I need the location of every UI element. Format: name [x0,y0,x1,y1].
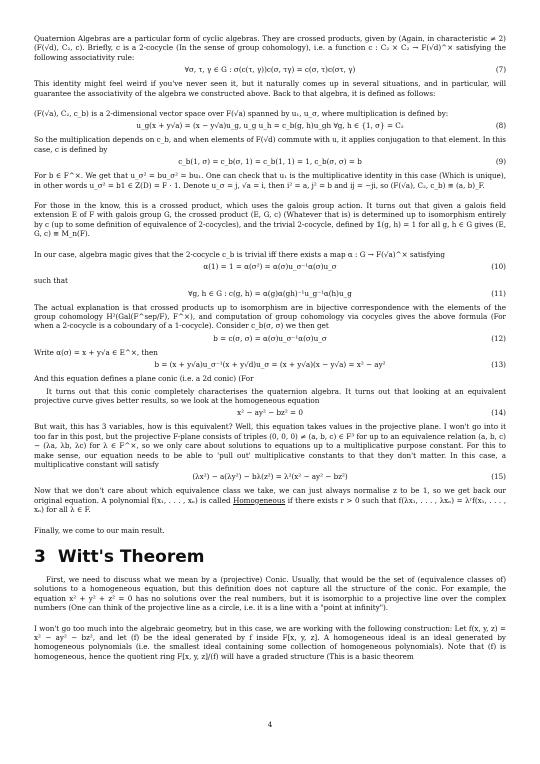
equation-10 [34,262,506,273]
paragraph: It turns out that this conic completely characterises the quaternion algebra. It turns out that looking at an equivalent projective curve gives better results, so we look at the homogeneous equation [34,386,506,405]
paragraph: But wait, this has 3 variables, how is this equivalent? Well, this equation takes values in the projective plane. I won't go into it too far in this post, but the projective F-plane consists of triples (0, 0, 0) ≠ (a, b, c) ∈ F³ for up to an equivalence relation (a, b, c) ∼ (λa, λb, λc) for λ ∈ F^×, so we only care about solutions to equations up to a multiplicative purpose constant. For this to make sense, our equation needs to be able to 'pull out' multiplicative constants to that they don't matter. In this case, a multiplicative constant will satisfy [34,422,506,469]
equation-number: (11) [491,288,506,298]
equation-number: (14) [491,408,506,418]
equation-text: x² − ay² − bz² = 0 [237,408,303,418]
equation-8 [34,121,506,132]
equation-9 [34,157,506,168]
equation-text: b = c(σ, σ) = α(σ)u_σ⁻¹α(σ)u_σ [213,333,327,343]
paragraph [34,486,506,514]
paragraph: For those in the know, this is a crossed product, which uses the galois group action. It turns out that given a galois field extension E of F with galois group G, the crossed product (E, G, c) (Whatever that is) is determined up to isomorphism entirely by c (up to some definition of equivalence of 2-cocycles), and the trivial 2-cocycle, defined by 𝟙(g, h) = 1 for all g, h ∈ G gives (E, G, c) ≅ M_n(F). [34,201,506,239]
paragraph: Write α(σ) = x + y√a ∈ E^×, then [34,347,158,357]
paragraph: Quaternion Algebras are a particular form of cyclic algebras. They are crossed products, given by (Again, in characteristic ≠ 2) (F(√d), C₂, c). Briefly, c is a 2-cocycle (In the sense of group cohomology), i.e. a function c : C₂ × C₂ → F(√d)^× satisfying the following associativity rule: [34,34,506,62]
section-number: 3 [34,547,46,567]
equation-text: α(1) = 1 = α(σ²) = α(σ)u_σ⁻¹α(σ)u_σ [203,262,337,272]
equation-13 [34,360,506,371]
equation-11 [34,289,506,300]
paragraph: The actual explanation is that crossed products up to isomorphism are in bijective correspondence with the elements of the group cohomology H²(Gal(F^sep/F), F^×), and computation of group cohomology via cocycles gives the above formula (For when a 2-cocycle is a coboundary of a 1-cocycle). Consider c_b(σ, σ) we then get [34,302,506,331]
paragraph: In our case, algebra magic gives that the 2-cocycle c_b is trivial iff there exists a map α : G → F(√a)^× satisfying [34,249,445,259]
equation-text: b = (x + y√a)u_σ⁻¹(x + y√d)u_σ = (x + y√a)(x − y√a) = x² − ay² [154,360,386,370]
paragraph: For b ∈ F^×. We get that u_σ² = bu_σ² = bu₁. One can check that u₁ is the multiplicative identity in this case (Which is unique), in other words u_σ² = b1 ∈ Z(D) = F · 1. Denote u_σ = j, √a = i, then i² = a, j² = b and ij = −ji, so (F(√a), C₂, c_b) ≅ (a, b)_F. [34,171,506,190]
equation-number: (7) [495,65,506,75]
equation-number: (8) [495,121,506,131]
equation-number: (12) [491,333,506,343]
paragraph: I won't go too much into the algebraic geometry, but in this case, we are working with the following construction: Let f(x, y, z) = x² − ay² − bz², and let (f) be the ideal generated by f inside F[x, y, z]. A homogeneous ideal is an ideal generated by homogeneous polynomials (i.e. the smallest ideal containing some collection of homogeneous polynomials). Note that (f) is homogeneous, hence the quotient ring F[x, y, z]/(f) will have a graded structure (This is a basic theorem [34,623,506,661]
paragraph: such that [34,276,68,286]
equation-number: (13) [491,360,506,370]
definition-term: Homogeneous [233,495,286,505]
equation-text: u_g(x + y√a) = (x − y√a)u_g, u_g u_h = c_b(g, h)u_gh ∀g, h ∈ {1, σ} = C₂ [136,121,404,131]
section-title: Witt's Theorem [57,547,205,567]
equation-number: (9) [495,157,506,167]
paragraph: And this equation defines a plane conic (i.e. a 2d conic) (For [34,374,254,384]
paragraph: This identity might feel weird if you've never seen it, but it naturally comes up in several situations, and in particular, will guarantee the associativity of the algebra we constructed above. Back to that algebra, it is defined as follows: [34,79,506,98]
equation-text: (λx²) − a(λy²) − bλ(z²) = λ²(x² − ay² − bz²) [192,472,348,482]
equation-text: ∀g, h ∈ G : c(g, h) = α(g)α(gh)⁻¹u_g⁻¹α(h)u_g [188,288,352,298]
equation-text: c_b(1, σ) = c_b(σ, 1) = c_b(1, 1) = 1, c_b(σ, σ) = b [178,157,362,167]
text-run: if there exists r > 0 such that f(λx₁, . . . , λxₙ) = λʳf(x₁, . . . , xₙ) for all λ ∈ F. [34,495,506,515]
paragraph: (F(√a), C₂, c_b) is a 2-dimensional vector space over F(√a) spanned by u₁, u_σ, where multiplication is defined by: [34,109,449,119]
paragraph: Finally, we come to our main result. [34,525,165,535]
equation-12 [34,334,506,345]
equation-14 [34,408,506,419]
section-heading [34,547,506,567]
equation-number: (15) [491,472,506,482]
equation-text: ∀σ, τ, γ ∈ G : σ(c(τ, γ))c(σ, τγ) = c(σ, τ)c(στ, γ) [184,65,356,75]
equation-number: (10) [491,262,506,272]
paragraph: So the multiplication depends on c_b, and when elements of F(√d) commute with u, it applies conjugation to that element. In this case, c is defined by [34,135,506,154]
page-body [34,34,506,664]
equation-7 [34,65,506,76]
text-run: Now that we don't care about which equivalence class we take, we can just always normalise z to be 1, so we get back our original equation. A polynomial f(x₁, . . . , xₙ) is called [34,486,506,505]
paragraph: First, we need to discuss what we mean by a (projective) Conic. Usually, that would be the set of (equivalence classes of) solutions to a homogeneous equation, but this definition does not capture all the structure of the conic. For example, the equation x² + y² + z² = 0 has no solutions over the real numbers, but it is isomorphic to a projective line over the complex numbers (One can think of the projective line as a circle, i.e. it is a line with a "point at infinity"). [34,575,506,613]
page-number: 4 [267,720,273,729]
equation-15 [34,472,506,483]
